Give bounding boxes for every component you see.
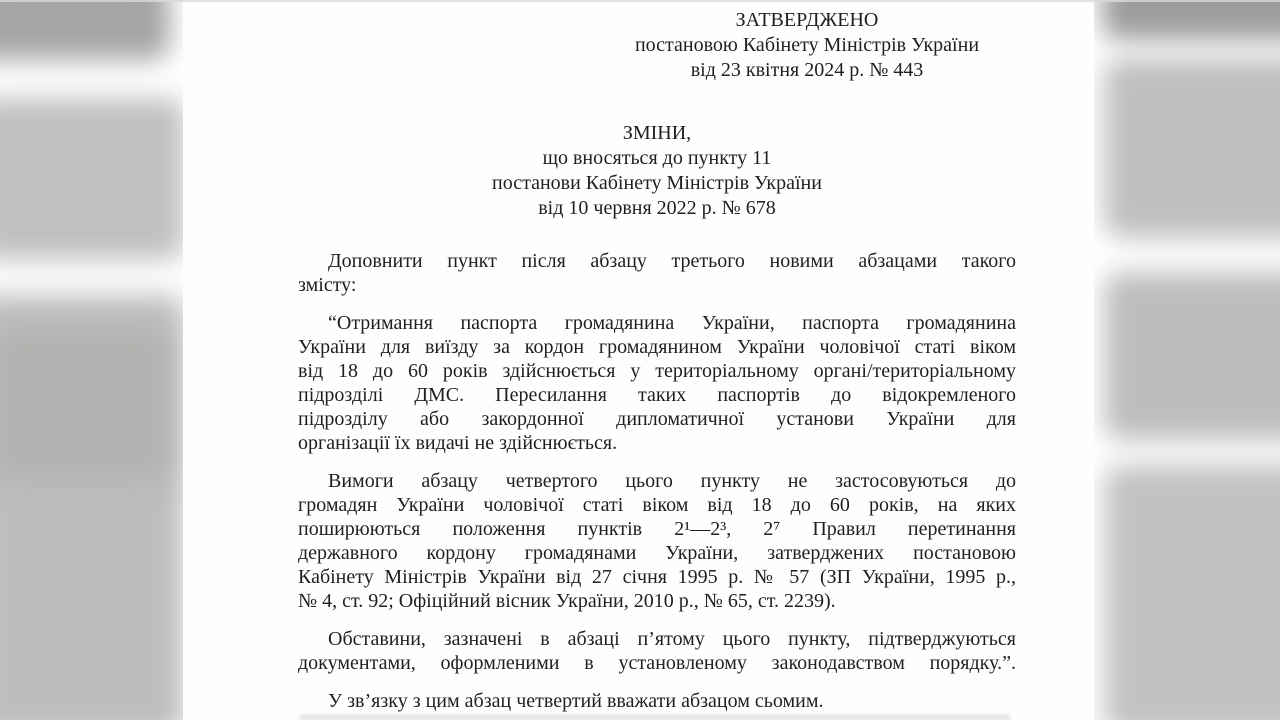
text-line: “Отримання паспорта громадянина України, паспорта громадянина [328,312,1016,334]
cut-off-next-line-hint [300,715,1010,720]
paragraph [298,469,1016,613]
approval-stamp-block [607,8,1007,83]
approval-line: від 23 квітня 2024 р. № 443 [690,59,924,81]
approval-line: ЗАТВЕРДЖЕНО [735,9,879,31]
title-line: від 10 червня 2022 р. № 678 [538,197,776,219]
blurred-right-band [1094,0,1280,720]
blur-blob [0,98,183,260]
title-line: ЗМІНИ, [622,122,692,144]
blur-blob [1104,272,1280,440]
title-line: що вносяться до пункту 11 [542,147,772,169]
text-line: Вимоги абзацу четвертого цього пункту не застосовуються до [328,470,1016,492]
text-line: Доповнити пункт після абзацу третього новими абзацами такого [328,250,1016,272]
document-body [298,249,1016,713]
text-line: Обставини, зазначені в абзаці п’ятому цього пункту, підтверджуються [328,628,1016,650]
paragraph [298,627,1016,675]
text-line: державного кордону громадянами України, затверджених постановою [298,542,1016,564]
text-line: поширюються положення пунктів 2¹—2³, 2⁷ Правил перетинання [298,518,1016,540]
blur-blob [1104,58,1280,238]
paragraph [298,311,1016,455]
blur-blob [0,330,170,480]
page-top-edge-line [0,0,1280,2]
text-line: організації їх видачі не здійснюється. [298,432,618,454]
document-title-block [298,121,1016,221]
text-line: підрозділу або закордонної дипломатичної установи України для [298,408,1016,430]
text-line: Кабінету Міністрів України від 27 січня 1995 р. № 57 (ЗП України, 1995 р., [298,566,1016,588]
blurred-left-band [0,0,183,720]
text-line: документами, оформленими в установленому законодавством порядку.”. [298,652,1016,674]
text-line: змісту: [298,274,357,296]
text-line: У зв’язку з цим абзац четвертий вважати абзацом сьомим. [328,690,824,712]
text-line: № 4, ст. 92; Офіційний вісник України, 2010 р., № 65, ст. 2239). [298,590,836,612]
title-line: постанови Кабінету Міністрів України [492,172,822,194]
approval-line: постановою Кабінету Міністрів України [634,34,980,56]
blur-blob [1104,465,1280,720]
text-line: громадян України чоловічої статі віком від 18 до 60 років, на яких [298,494,1016,516]
paragraph [298,249,1016,297]
blur-blob [1102,0,1280,40]
text-line: України для виїзду за кордон громадянином України чоловічої статі віком [298,336,1016,358]
paragraph [298,689,1016,713]
blur-blob [0,0,170,60]
text-line: підрозділі ДМС. Пересилання таких паспортів до відокремленого [298,384,1016,406]
text-line: від 18 до 60 років здійснюється у територіальному органі/територіальному [298,360,1016,382]
